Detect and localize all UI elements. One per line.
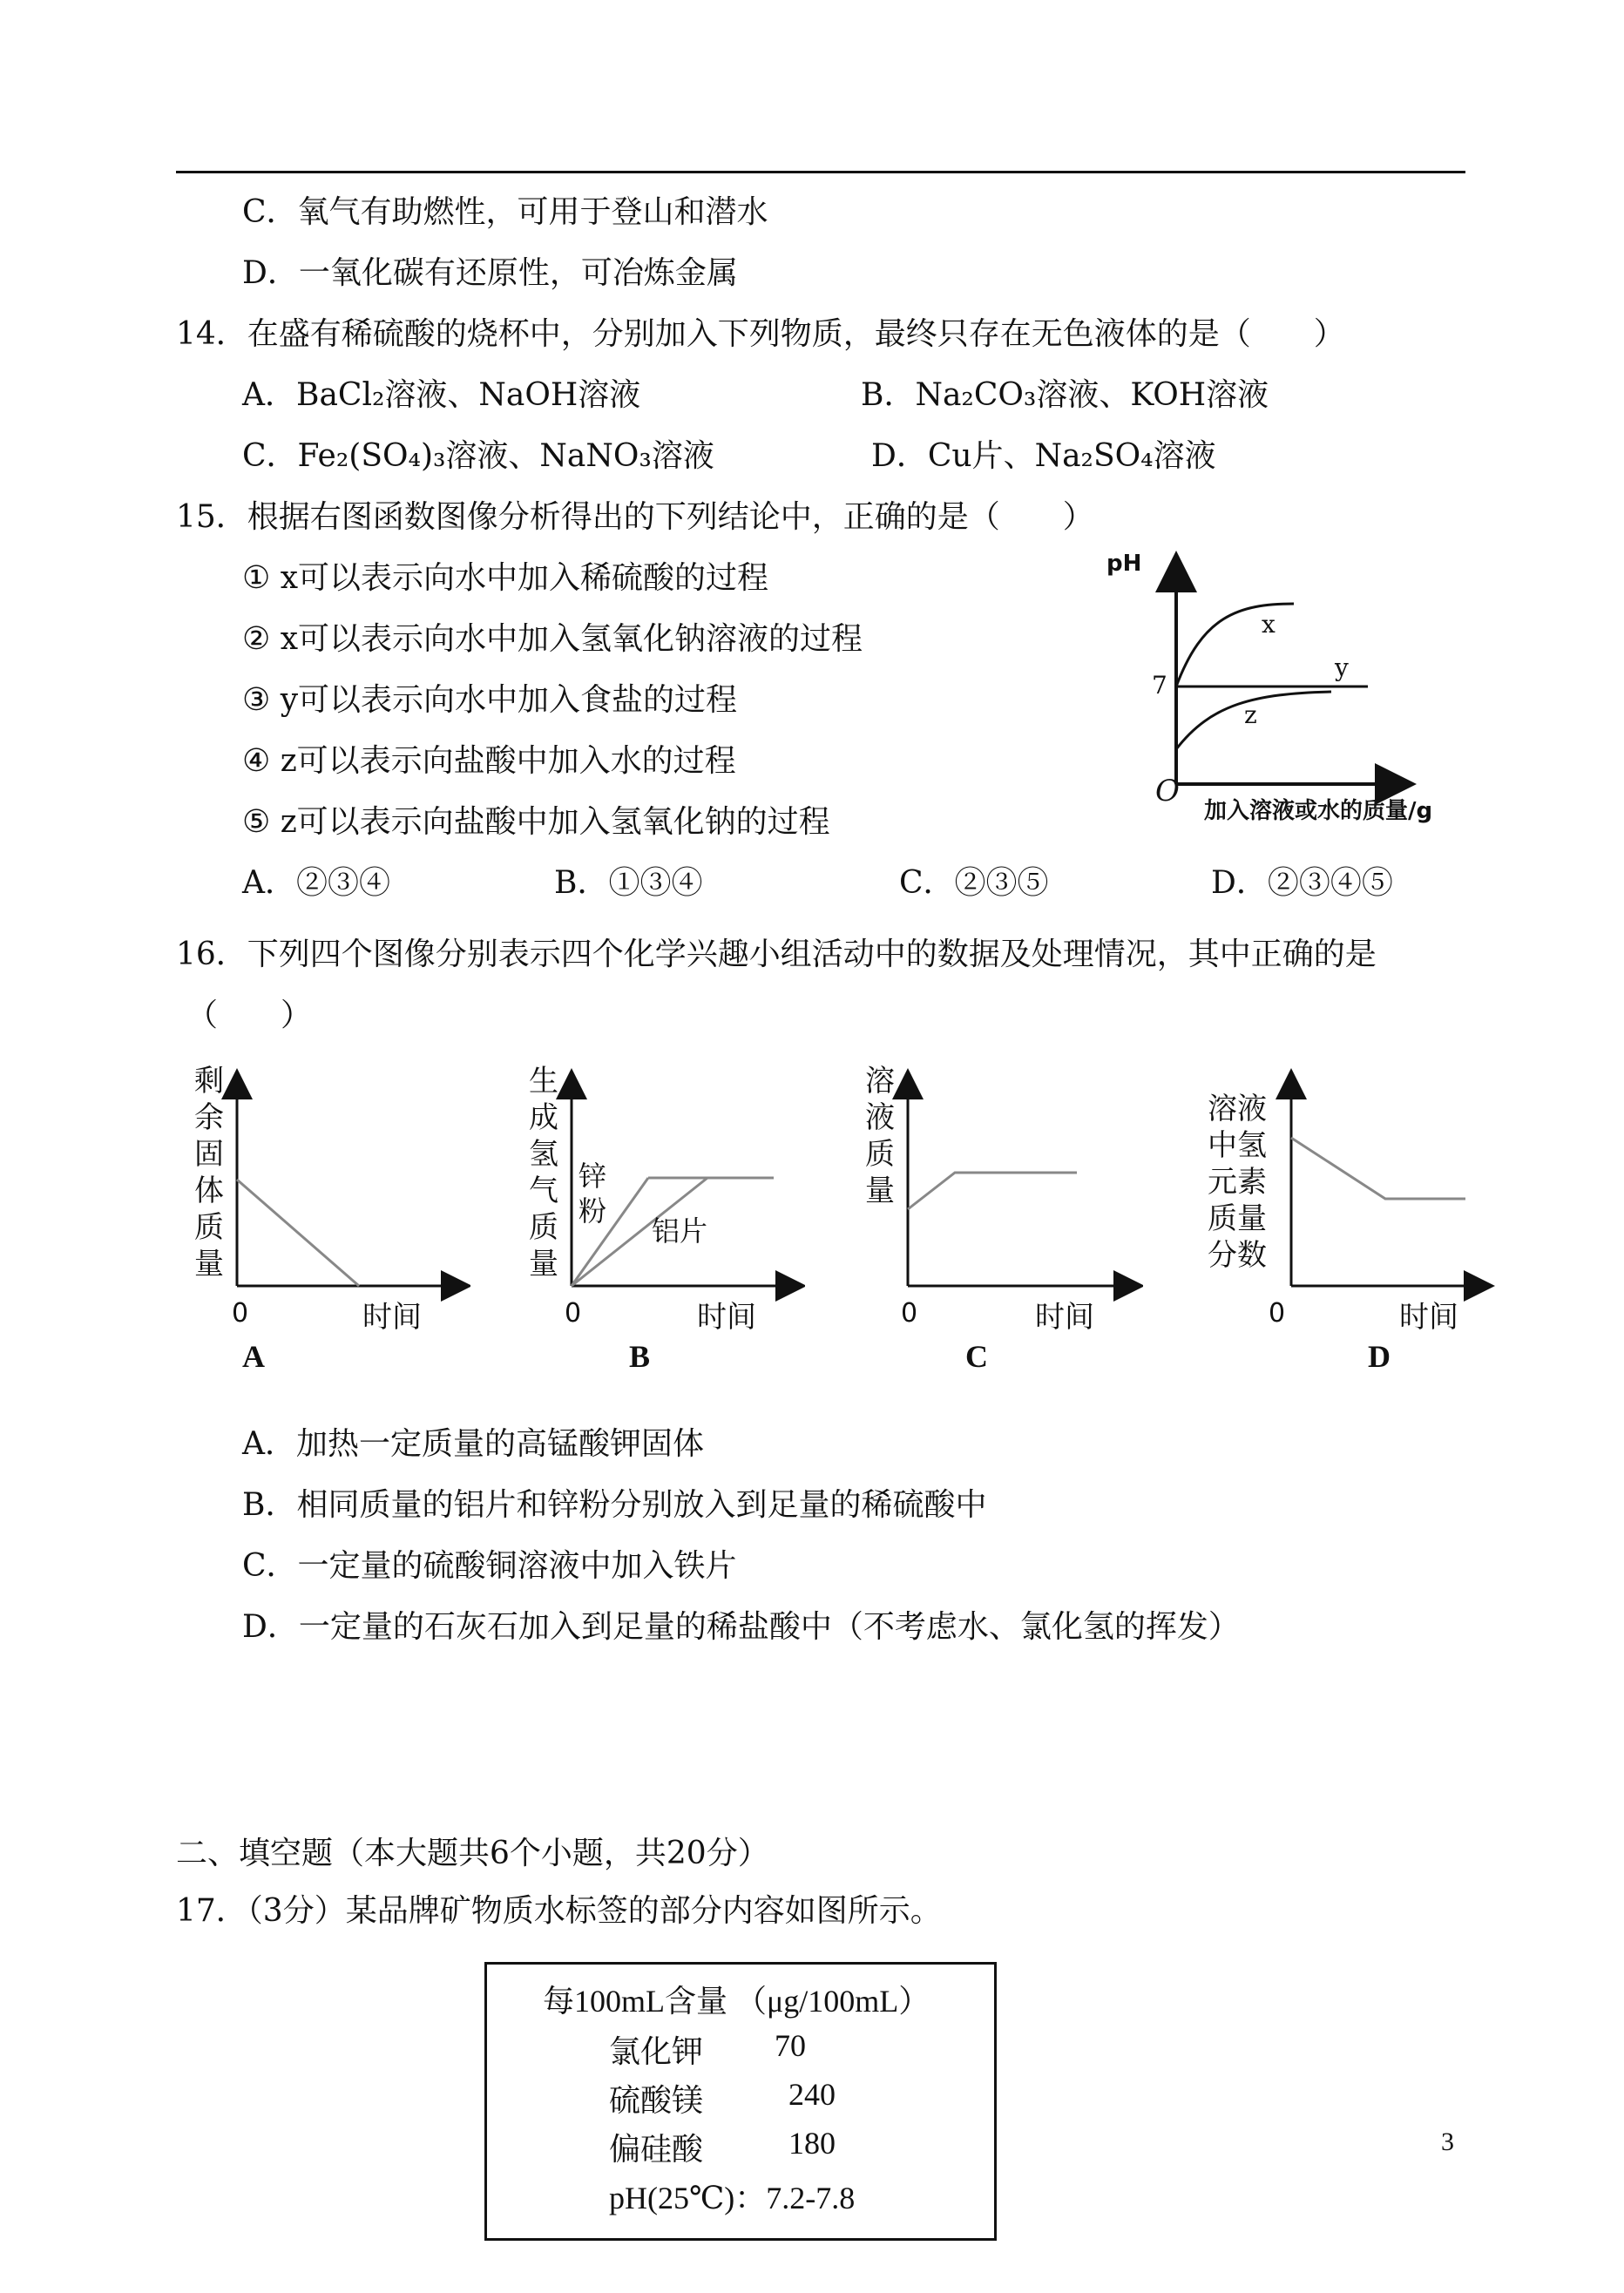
label-row-value: 180	[788, 2126, 836, 2161]
q15-option-b: B．①③④	[554, 865, 703, 901]
graph-b-xlabel: 时间	[697, 1300, 756, 1335]
ph-origin: O	[1155, 774, 1180, 808]
mineral-water-label	[484, 1962, 997, 2241]
ph-series-y-label: y	[1335, 653, 1349, 682]
graph-a-caption: A	[242, 1339, 265, 1374]
q15-item-1: ① x可以表示向水中加入稀硫酸的过程	[242, 560, 769, 596]
q16-graph-d	[1202, 1065, 1499, 1343]
q15-item-5: ⑤ z可以表示向盐酸中加入氢氧化钠的过程	[242, 804, 830, 840]
q16-option-b: B．相同质量的铝片和锌粉分别放入到足量的稀硫酸中	[242, 1487, 987, 1523]
q14-option-d: D．Cu片、Na₂SO₄溶液	[871, 438, 1216, 474]
ph-xlabel: 加入溶液或水的质量/g	[1204, 798, 1433, 824]
q15-item-2: ② x可以表示向水中加入氢氧化钠溶液的过程	[242, 621, 863, 657]
q16-graph-b	[526, 1065, 805, 1343]
q16-graph-a	[192, 1065, 470, 1343]
graph-b-zinc-label: 锌 粉	[578, 1160, 606, 1228]
graph-c-line	[908, 1173, 1077, 1209]
q15-option-c: C．②③⑤	[899, 865, 1049, 901]
graph-a-ylabel: 剩 余 固 体 质 量	[194, 1064, 224, 1282]
graph-b-zero: 0	[565, 1298, 582, 1329]
q14-option-a: A．BaCl₂溶液、NaOH溶液	[242, 377, 641, 413]
label-row-name: 氯化钾	[609, 2034, 704, 2069]
label-row-value: 240	[788, 2077, 836, 2112]
graph-d-caption: D	[1368, 1339, 1391, 1374]
ph-curve-x	[1176, 604, 1294, 687]
graph-d-zero: 0	[1269, 1298, 1286, 1329]
q15-item-4: ④ z可以表示向盐酸中加入水的过程	[242, 743, 736, 779]
graph-a-line	[237, 1180, 359, 1286]
graph-a-xlabel: 时间	[362, 1300, 422, 1335]
ph-series-x-label: x	[1262, 610, 1276, 639]
graph-a-zero: 0	[232, 1298, 249, 1329]
ph-ylabel: pH	[1106, 551, 1142, 577]
ph-seven-tick: 7	[1152, 671, 1167, 700]
q14-option-b: B．Na₂CO₃溶液、KOH溶液	[861, 377, 1269, 413]
q16-graph-c	[864, 1065, 1143, 1343]
graph-d-line	[1291, 1138, 1465, 1199]
graph-b-ylabel: 生 成 氢 气 质 量	[529, 1064, 558, 1282]
section-heading: 二、填空题（本大题共6个小题，共20分）	[176, 1836, 769, 1871]
graph-c-xlabel: 时间	[1035, 1300, 1094, 1335]
q16-option-d: D．一定量的石灰石加入到足量的稀盐酸中（不考虑水、氯化氢的挥发）	[242, 1609, 1240, 1645]
page-number: 3	[1441, 2127, 1454, 2156]
graph-d-ylabel: 溶液 中氢 元素 质量 分数	[1208, 1092, 1267, 1273]
q16-option-c: C．一定量的硫酸铜溶液中加入铁片	[242, 1548, 737, 1584]
label-row-name: 偏硅酸	[609, 2132, 704, 2167]
graph-b-caption: B	[629, 1339, 651, 1374]
q13-option-c: C．氧气有助燃性，可用于登山和潜水	[242, 194, 768, 230]
q17-stem: 17．（3分）某品牌矿物质水标签的部分内容如图所示。	[176, 1893, 942, 1929]
q14-stem: 14．在盛有稀硫酸的烧杯中，分别加入下列物质，最终只存在无色液体的是（ ）	[176, 316, 1345, 352]
q15-option-d: D．②③④⑤	[1211, 865, 1393, 901]
q15-ph-chart	[1106, 547, 1472, 826]
label-row-value: 70	[775, 2028, 806, 2063]
label-ph: pH(25℃)：7.2-7.8	[609, 2181, 856, 2215]
label-row-name: 硫酸镁	[609, 2083, 704, 2118]
graph-c-ylabel: 溶 液 质 量	[865, 1064, 895, 1208]
ph-series-z-label: z	[1244, 700, 1257, 729]
q15-item-3: ③ y可以表示向水中加入食盐的过程	[242, 682, 738, 718]
q16-stem: 16．下列四个图像分别表示四个化学兴趣小组活动中的数据及处理情况，其中正确的是	[176, 937, 1377, 972]
header-rule	[176, 171, 1465, 173]
label-header: 每100mL含量 （μg/100mL）	[543, 1984, 930, 2019]
graph-d-xlabel: 时间	[1399, 1300, 1458, 1335]
q16-option-a: A．加热一定质量的高锰酸钾固体	[242, 1426, 704, 1462]
graph-c-caption: C	[965, 1339, 988, 1374]
q14-option-c: C．Fe₂(SO₄)₃溶液、NaNO₃溶液	[242, 438, 714, 474]
q16-stem-paren: （ ）	[186, 998, 313, 1033]
q13-option-d: D．一氧化碳有还原性，可冶炼金属	[242, 255, 738, 291]
graph-c-zero: 0	[901, 1298, 918, 1329]
graph-b-aluminum-label: 铝片	[652, 1214, 708, 1248]
q15-option-a: A．②③④	[242, 865, 390, 901]
q15-stem: 15．根据右图函数图像分析得出的下列结论中，正确的是（ ）	[176, 499, 1094, 535]
